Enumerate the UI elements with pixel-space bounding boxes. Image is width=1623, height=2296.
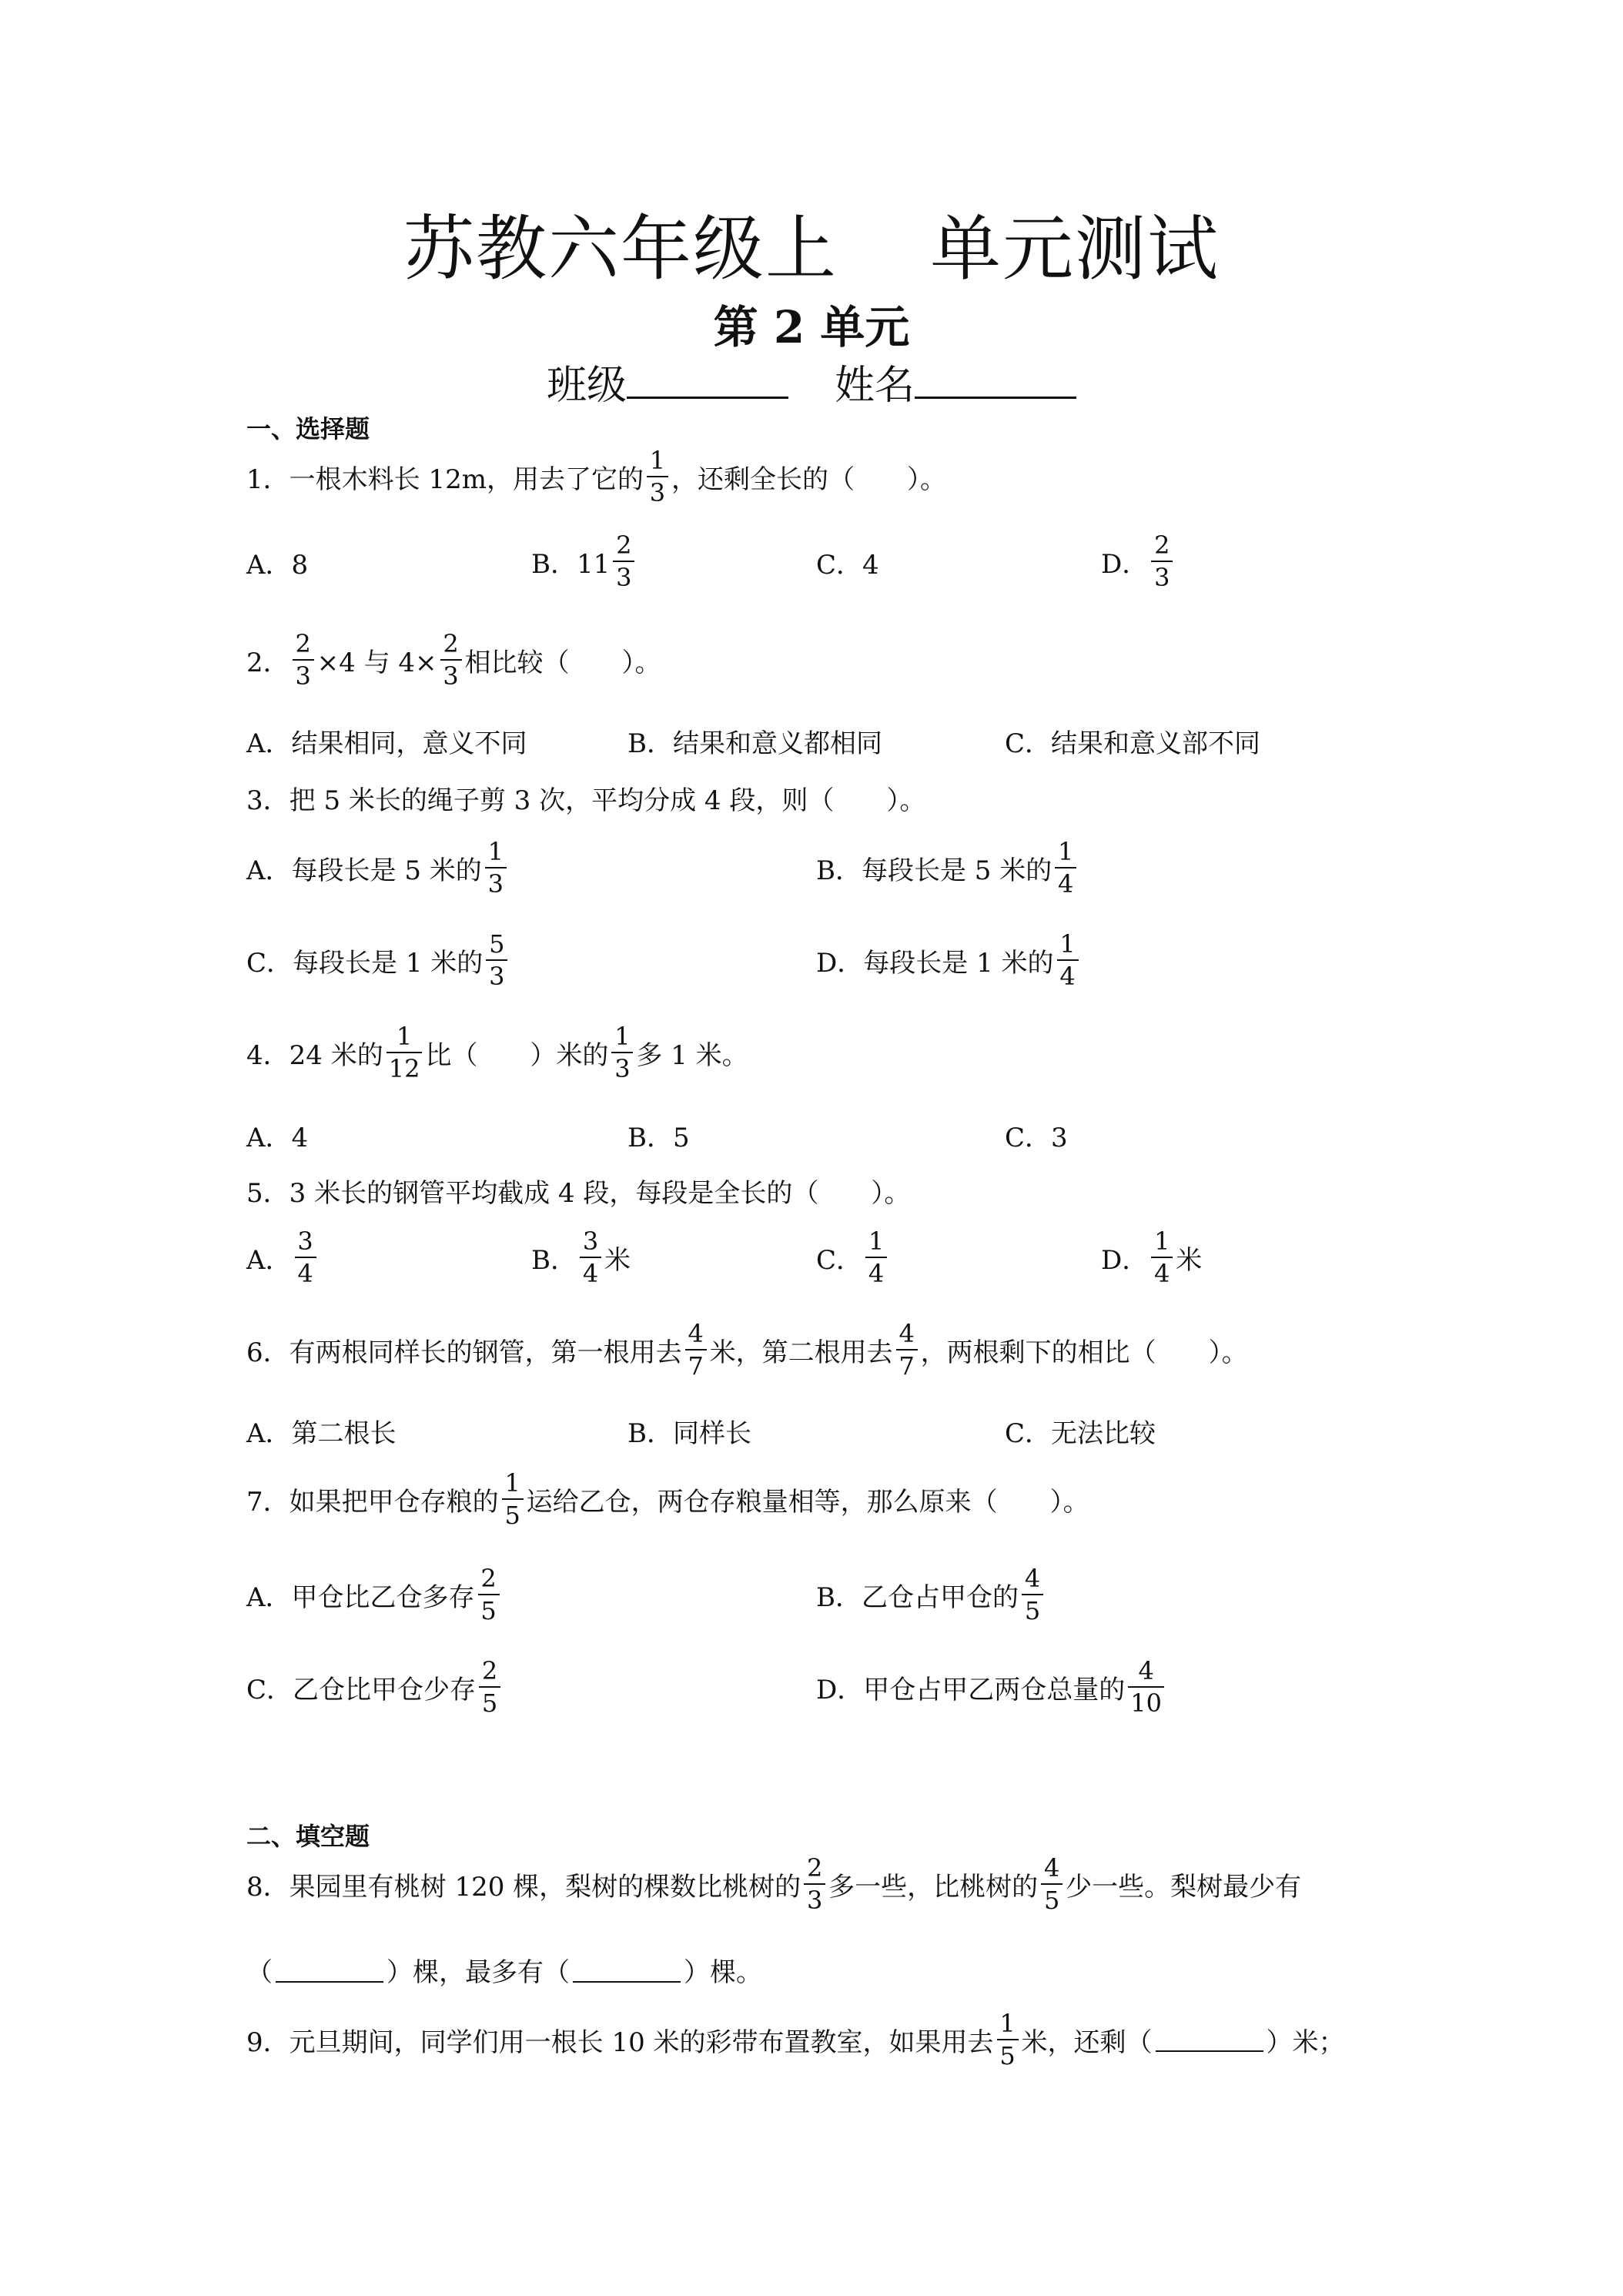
q1-fraction: $\frac{1}{3}$ — [647, 448, 668, 505]
class-label: 班级 — [546, 363, 627, 409]
title-grade: 苏教六年级上 — [403, 208, 838, 290]
question-9: 9．元旦期间，同学们用一根长 10 米的彩带布置教室，如果用去 $\frac{1}{5}$ 米，还剩（ ）米； — [246, 2009, 1345, 2070]
q3-option-d[interactable]: D．每段长是 1 米的 $\frac{1}{4}$ — [816, 932, 1082, 989]
q6-option-c[interactable]: C．无法比较 — [1005, 1418, 1156, 1449]
q7-option-a[interactable]: A．甲仓比乙仓多存 $\frac{2}{5}$ — [246, 1566, 503, 1623]
q1-option-b[interactable]: B．11 $\frac{2}{3}$ — [531, 533, 637, 590]
q5-option-b[interactable]: B． $\frac{3}{4}$ 米 — [531, 1227, 631, 1288]
q7-option-c[interactable]: C．乙仓比甲仓少存 $\frac{2}{5}$ — [246, 1658, 504, 1715]
title-test: 单元测试 — [930, 208, 1220, 290]
q6-fraction-2: $\frac{4}{7}$ — [896, 1321, 918, 1378]
question-7: 7．如果把甲仓存粮的 $\frac{1}{5}$ 运给乙仓，两仓存粮量相等，那么原来（ ）。 — [246, 1468, 1089, 1530]
section-choice-heading: 一、选择题 — [246, 414, 370, 443]
section-fill-heading: 二、填空题 — [246, 1822, 370, 1851]
question-6: 6．有两根同样长的钢管，第一根用去 $\frac{4}{7}$ 米，第二根用去 $\frac{4}{7}$ ，两根剩下的相比（ ）。 — [246, 1319, 1248, 1381]
q1-option-b-fraction: $\frac{2}{3}$ — [613, 533, 634, 590]
exam-title — [0, 192, 1623, 294]
q2-fraction-1: $\frac{2}{3}$ — [293, 631, 314, 688]
q4-fraction-2: $\frac{1}{3}$ — [611, 1024, 633, 1081]
q2-option-c[interactable]: C．结果和意义部不同 — [1005, 728, 1261, 759]
q4-option-b[interactable]: B．5 — [627, 1123, 690, 1153]
q8-fraction-2: $\frac{4}{5}$ — [1041, 1856, 1062, 1913]
q9-fraction: $\frac{1}{5}$ — [997, 2011, 1019, 2068]
name-blank[interactable] — [915, 397, 1076, 399]
q8-fraction-1: $\frac{2}{3}$ — [804, 1856, 825, 1913]
q5-option-a[interactable]: A． $\frac{3}{4}$ — [246, 1229, 320, 1286]
q1-text-pre: 1．一根木料长 12m，用去了它的 — [246, 464, 644, 495]
name-label: 姓名 — [835, 363, 915, 409]
q2-fraction-2: $\frac{2}{3}$ — [440, 631, 462, 688]
q1-text-post: ，还剩全长的（ ）。 — [671, 464, 946, 495]
q7-option-b[interactable]: B．乙仓占甲仓的 $\frac{4}{5}$ — [816, 1566, 1046, 1623]
q7-fraction: $\frac{1}{5}$ — [502, 1471, 524, 1528]
q3-option-b[interactable]: B．每段长是 5 米的 $\frac{1}{4}$ — [816, 839, 1079, 896]
q2-option-a[interactable]: A．结果相同，意义不同 — [246, 728, 527, 759]
q6-fraction-1: $\frac{4}{7}$ — [685, 1321, 707, 1378]
q6-option-b[interactable]: B．同样长 — [627, 1418, 751, 1449]
q1-option-c[interactable]: C．4 — [816, 550, 879, 581]
question-8: 8．果园里有桃树 120 棵，梨树的棵数比桃树的 $\frac{2}{3}$ 多一些，比桃树的 $\frac{4}{5}$ 少一些。梨树最少有 — [246, 1853, 1302, 1915]
question-4: 4．24 米的 $\frac{1}{12}$ 比（ ）米的 $\frac{1}{3}$ 多 1 米。 — [246, 1022, 748, 1083]
q7-option-d[interactable]: D．甲仓占甲乙两仓总量的 $\frac{4}{10}$ — [816, 1658, 1167, 1715]
q4-option-a[interactable]: A．4 — [246, 1123, 309, 1153]
class-blank[interactable] — [627, 397, 788, 399]
q3-option-a[interactable]: A．每段长是 5 米的 $\frac{1}{3}$ — [246, 839, 510, 896]
question-2: 2． $\frac{2}{3}$ ×4 与 4× $\frac{2}{3}$ 相比较（ ）。 — [246, 629, 661, 691]
q1-option-d-fraction: $\frac{2}{3}$ — [1151, 533, 1173, 590]
question-1 — [246, 448, 946, 505]
q9-blank[interactable] — [1156, 2027, 1263, 2052]
q3-option-c[interactable]: C．每段长是 1 米的 $\frac{5}{3}$ — [246, 932, 510, 989]
q6-option-a[interactable]: A．第二根长 — [246, 1418, 397, 1449]
q8-blank-min[interactable] — [276, 1958, 383, 1983]
q5-option-d[interactable]: D． $\frac{1}{4}$ 米 — [1101, 1227, 1203, 1288]
question-8-line-2: （ ）棵，最多有（ ）棵。 — [246, 1957, 762, 1988]
q1-option-d[interactable]: D． $\frac{2}{3}$ — [1101, 533, 1176, 590]
unit-heading: 第 2 单元 — [713, 301, 910, 353]
q1-option-a[interactable]: A．8 — [246, 550, 309, 581]
q8-blank-max[interactable] — [573, 1958, 681, 1983]
q2-option-b[interactable]: B．结果和意义都相同 — [627, 728, 882, 759]
q4-fraction-1: $\frac{1}{12}$ — [387, 1024, 423, 1081]
q5-option-c[interactable]: C． $\frac{1}{4}$ — [816, 1229, 890, 1286]
student-info — [0, 353, 1623, 410]
question-5: 5．3 米长的钢管平均截成 4 段，每段是全长的（ ）。 — [246, 1178, 911, 1209]
question-3: 3．把 5 米长的绳子剪 3 次，平均分成 4 段，则（ ）。 — [246, 785, 926, 816]
q4-option-c[interactable]: C．3 — [1005, 1123, 1068, 1153]
